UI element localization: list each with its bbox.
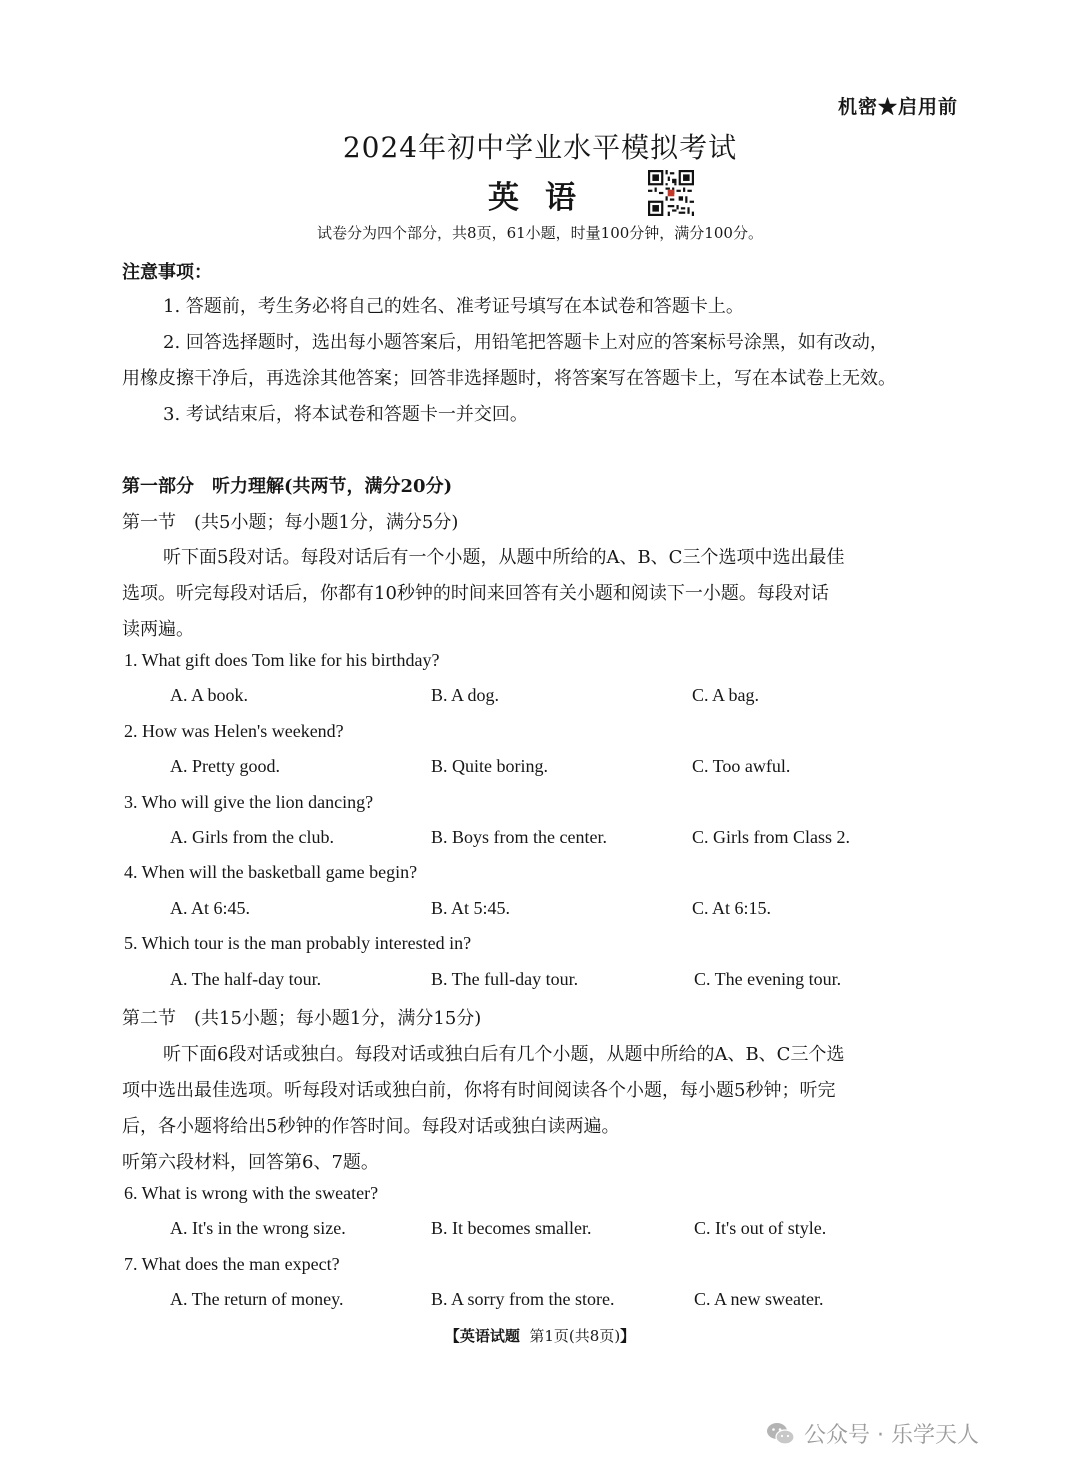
- option-c: C. A bag.: [692, 685, 760, 705]
- notes-title: 注意事项：: [122, 262, 212, 283]
- option-b: B. It becomes smaller.: [431, 1218, 592, 1238]
- part-title: 第一部分 听力理解(共两节，满分20分): [122, 476, 453, 497]
- question-text: 7. What does the man expect?: [124, 1254, 340, 1274]
- question-text: 6. What is wrong with the sweater?: [124, 1183, 379, 1203]
- note-item: 2. 回答选择题时，选出每小题答案后，用铅笔把答题卡上对应的答案标号涂黑，如有改动，: [163, 332, 888, 353]
- instruction-line: 选项。听完每段对话后，你都有10秒钟的时间来回答有关小题和阅读下一小题。每段对话: [122, 583, 829, 604]
- option-a: A. A book.: [170, 685, 249, 705]
- option-c: C. It's out of style.: [694, 1218, 827, 1238]
- footer-subject: 英语试题: [459, 1327, 520, 1345]
- wechat-icon: [766, 1421, 796, 1447]
- footer-bracket: 【: [444, 1327, 460, 1345]
- watermark-text: 公众号 · 乐学天人: [804, 1423, 979, 1448]
- exam-title: 2024年初中学业水平模拟考试: [342, 131, 738, 164]
- footer-bracket: 】: [620, 1327, 636, 1345]
- material-note: 听第六段材料，回答第6、7题。: [122, 1152, 379, 1173]
- instruction-line: 听下面5段对话。每段对话后有一个小题，从题中所给的A、B、C三个选项中选出最佳: [163, 547, 845, 568]
- option-a: A. It's in the wrong size.: [170, 1218, 346, 1238]
- qr-code-icon: [648, 170, 694, 216]
- option-b: B. A dog.: [431, 685, 500, 705]
- section-title: 第一节 (共5小题；每小题1分，满分5分): [122, 512, 459, 533]
- option-c: C. Girls from Class 2.: [692, 827, 851, 847]
- option-c: C. The evening tour.: [694, 969, 842, 989]
- confidential-label: 机密★启用前: [837, 96, 958, 118]
- section-title: 第二节 (共15小题；每小题1分，满分15分): [122, 1008, 482, 1029]
- instruction-line: 后，各小题将给出5秒钟的作答时间。每段对话或独白读两遍。: [122, 1116, 620, 1137]
- note-item: 1. 答题前，考生务必将自己的姓名、准考证号填写在本试卷和答题卡上。: [163, 296, 744, 317]
- question-text: 4. When will the basketball game begin?: [124, 862, 418, 882]
- note-item: 用橡皮擦干净后，再选涂其他答案；回答非选择题时，将答案写在答题卡上，写在本试卷上无效。: [122, 368, 896, 389]
- question-text: 2. How was Helen's weekend?: [124, 721, 344, 741]
- option-b: B. Quite boring.: [431, 756, 548, 776]
- option-c: C. A new sweater.: [694, 1289, 824, 1309]
- option-b: B. Boys from the center.: [431, 827, 607, 847]
- option-a: A. The return of money.: [170, 1289, 344, 1309]
- option-a: A. Pretty good.: [170, 756, 280, 776]
- watermark: [766, 1418, 979, 1449]
- instruction-line: 听下面6段对话或独白。每段对话或独白后有几个小题，从题中所给的A、B、C三个选: [163, 1044, 845, 1065]
- option-c: C. Too awful.: [692, 756, 791, 776]
- option-b: B. A sorry from the store.: [431, 1289, 615, 1309]
- page-footer: [0, 1325, 1080, 1346]
- footer-page: 第1页(共8页): [529, 1327, 621, 1345]
- option-c: C. At 6:15.: [692, 898, 772, 918]
- exam-info: 试卷分为四个部分，共8页，61小题，时量100分钟，满分100分。: [317, 224, 763, 242]
- option-b: B. At 5:45.: [431, 898, 511, 918]
- question-text: 3. Who will give the lion dancing?: [124, 792, 374, 812]
- instruction-line: 读两遍。: [122, 619, 194, 640]
- question-text: 1. What gift does Tom like for his birthday?: [124, 650, 440, 670]
- option-a: A. Girls from the club.: [170, 827, 334, 847]
- instruction-line: 项中选出最佳选项。听每段对话或独白前，你将有时间阅读各个小题，每小题5秒钟；听完: [122, 1080, 836, 1101]
- option-a: A. At 6:45.: [170, 898, 251, 918]
- option-b: B. The full-day tour.: [431, 969, 579, 989]
- option-a: A. The half-day tour.: [170, 969, 322, 989]
- note-item: 3. 考试结束后，将本试卷和答题卡一并交回。: [163, 404, 528, 425]
- question-text: 5. Which tour is the man probably interested in?: [124, 933, 472, 953]
- subject-title: 英语: [488, 180, 602, 216]
